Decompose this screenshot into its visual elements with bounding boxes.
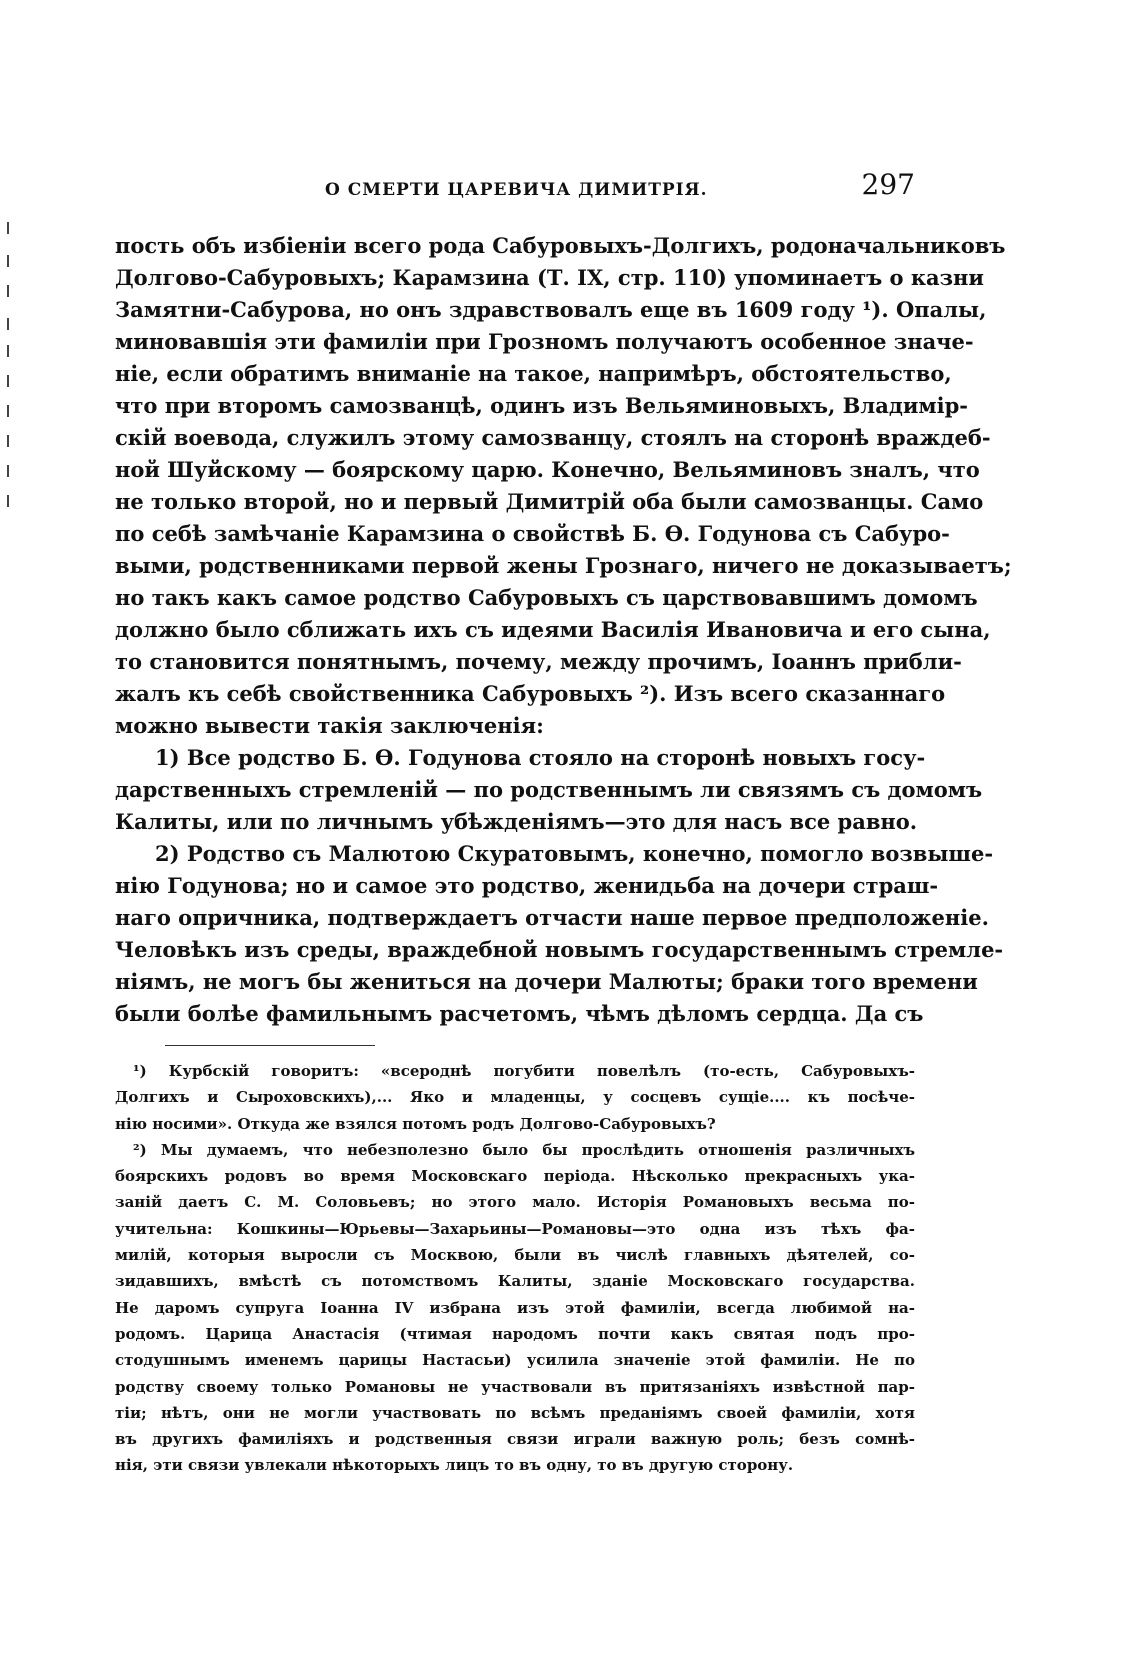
footnote-line: стодушнымъ именемъ царицы Настасьи) усилила значеніе этой фамиліи. Не по: [115, 1351, 915, 1370]
scan-edge-mark: [7, 495, 9, 507]
footnote-line: тіи; нѣтъ, они не могли участвовать по всѣмъ преданіямъ своей фамиліи, хотя: [115, 1403, 915, 1422]
text-line: ніямъ, не могъ бы жениться на дочери Малюты; браки того времени: [115, 969, 978, 994]
text-line: были болѣе фамильнымъ расчетомъ, чѣмъ дѣломъ сердца. Да съ: [115, 1001, 924, 1026]
text-line: жалъ къ себѣ свойственника Сабуровыхъ ²). Изъ всего сказаннаго: [115, 681, 946, 706]
scan-edge-mark: [7, 405, 9, 417]
scan-edge-mark: [7, 285, 9, 297]
text-line: Долгово-Сабуровыхъ; Карамзина (Т. IX, стр. 110) упоминаетъ о казни: [115, 265, 984, 290]
scan-edge-mark: [7, 465, 9, 477]
text-line: можно вывести такія заключенія:: [115, 713, 544, 738]
text-line: ніе, если обратимъ вниманіе на такое, напримѣръ, обстоятельство,: [115, 361, 952, 386]
page-header: [115, 168, 915, 208]
text-line: дарственныхъ стремленій — по родственнымъ ли связямъ съ домомъ: [115, 777, 983, 802]
footnotes: [115, 1058, 915, 1479]
text-line: но такъ какъ самое родство Сабуровыхъ съ царствовавшимъ домомъ: [115, 585, 978, 610]
text-line: скій воевода, служилъ этому самозванцу, стоялъ на сторонѣ враждеб-: [115, 425, 991, 450]
running-title: О СМЕРТИ ЦАРЕВИЧА ДИМИТРІЯ.: [325, 180, 708, 200]
main-text: [115, 230, 1012, 1030]
footnote-line: ¹) Курбскій говоритъ: «всероднѣ погубити повелѣлъ (то-есть, Сабуровыхъ-: [133, 1062, 915, 1080]
text-line: что при второмъ самозванцѣ, одинъ изъ Вельяминовыхъ, Владимір-: [115, 393, 969, 418]
footnote-line: боярскихъ родовъ во время Московскаго періода. Нѣсколько прекрасныхъ ука-: [115, 1167, 915, 1186]
footnote-line: Долгихъ и Сыроховскихъ),... Яко и младенцы, у сосцевъ сущіе.... къ посѣче-: [115, 1088, 915, 1107]
text-line: по себѣ замѣчаніе Карамзина о свойствѣ Б. Ѳ. Годунова съ Сабуро-: [115, 521, 950, 546]
text-line: 2) Родство съ Малютою Скуратовымъ, конечно, помогло возвыше-: [155, 841, 994, 866]
scan-edge-mark: [7, 345, 9, 357]
text-line: должно было сближать ихъ съ идеями Василія Ивановича и его сына,: [115, 617, 991, 642]
text-line: Калиты, или по личнымъ убѣжденіямъ—это для насъ все равно.: [115, 809, 918, 834]
scan-edge-mark: [7, 375, 9, 387]
footnote-divider: [165, 1045, 375, 1046]
footnote-line: милій, которыя выросли съ Москвою, были въ числѣ главныхъ дѣятелей, со-: [115, 1246, 915, 1265]
text-line: миновавшія эти фамиліи при Грозномъ получаютъ особенное значе-: [115, 329, 974, 354]
text-line: Замятни-Сабурова, но онъ здравствовалъ еще въ 1609 году ¹). Опалы,: [115, 297, 987, 322]
scan-edge-mark: [7, 435, 9, 447]
page-number: 297: [861, 168, 915, 201]
text-line: то становится понятнымъ, почему, между прочимъ, Іоаннъ прибли-: [115, 649, 962, 674]
text-line: Человѣкъ изъ среды, враждебной новымъ государственнымъ стремле-: [115, 937, 1004, 962]
text-line: наго опричника, подтверждаетъ отчасти наше первое предположеніе.: [115, 905, 989, 930]
footnote-line: учительна: Кошкины—Юрьевы—Захарьины—Романовы—это одна изъ тѣхъ фа-: [115, 1219, 915, 1238]
footnote-line: родству своему только Романовы не участвовали въ притязаніяхъ извѣстной пар-: [115, 1377, 915, 1396]
footnote-line: нію носими». Откуда же взялся потомъ родъ Долгово-Сабуровыхъ?: [115, 1114, 716, 1133]
footnote-line: Не даромъ супруга Іоанна IV избрана изъ этой фамиліи, всегда любимой на-: [115, 1298, 915, 1317]
text-line: пость объ избіеніи всего рода Сабуровыхъ-Долгихъ, родоначальниковъ: [115, 233, 1006, 258]
text-line: 1) Все родство Б. Ѳ. Годунова стояло на сторонѣ новыхъ госу-: [155, 745, 926, 770]
footnote-line: зидавшихъ, вмѣстѣ съ потомствомъ Калиты, зданіе Московскаго государства.: [115, 1272, 915, 1291]
footnote-line: нія, эти связи увлекали нѣкоторыхъ лицъ то въ одну, то въ другую сторону.: [115, 1456, 794, 1475]
text-line: выми, родственниками первой жены Грознаго, ничего не доказываетъ;: [115, 553, 1012, 578]
text-line: не только второй, но и первый Димитрій оба были самозванцы. Само: [115, 489, 984, 514]
scan-edge-mark: [7, 318, 9, 330]
footnote-line: родомъ. Царица Анастасія (чтимая народомъ почти какъ святая подъ про-: [115, 1324, 915, 1343]
footnote-line: въ другихъ фамиліяхъ и родственныя связи играли важную роль; безъ сомнѣ-: [115, 1430, 915, 1449]
footnote-line: заній даетъ С. М. Соловьевъ; но этого мало. Исторія Романовыхъ весьма по-: [115, 1193, 915, 1212]
footnote-line: ²) Мы думаемъ, что небезполезно было бы прослѣдить отношенія различныхъ: [133, 1140, 915, 1159]
scan-edge-mark: [7, 255, 9, 267]
text-line: ной Шуйскому — боярскому царю. Конечно, Вельяминовъ зналъ, что: [115, 457, 980, 482]
scan-edge-mark: [7, 222, 9, 234]
text-line: нію Годунова; но и самое это родство, женидьба на дочери страш-: [115, 873, 939, 898]
